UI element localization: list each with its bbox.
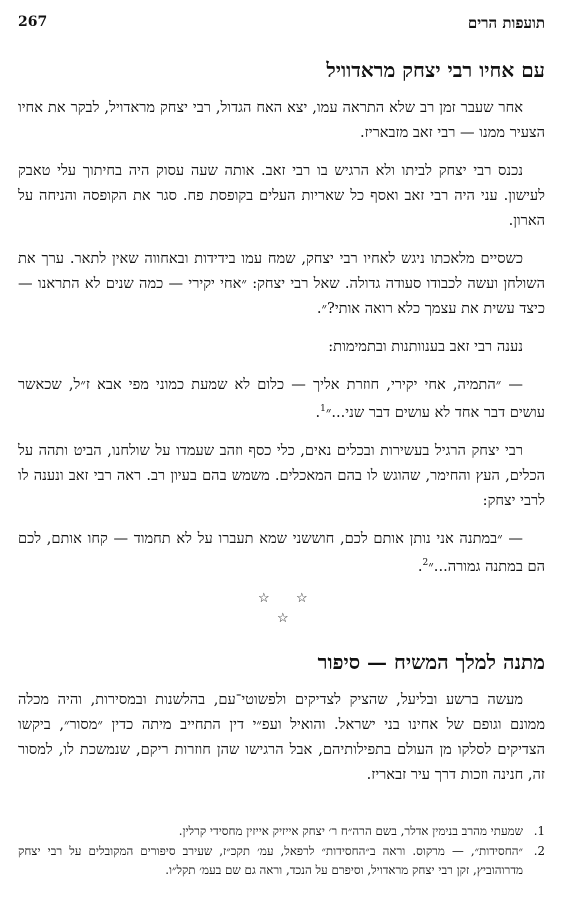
paragraph-text: — ״התמיה, אחי יקירי, חוזרת אליך — כלום לא שמעת כמוני מפי אבא ז״ל, שכאשר עושים דבר אחד לא עושים דבר שני...״	[18, 376, 545, 421]
paragraph: מעשה ברשע ובליעל, שהציק לצדיקים ולפשוטי־עם, בהלשנות ובמסירות, והיה מכלה ממונם וגופם של אחינו בני ישראל. והואיל ועפ״י דין התחייב מיתה כדין ״מסור״, ביקשו הצדיקים לסלקו מן העולם בתפילותיהם, אבל הרגישו שהן חוזרות ריקם, שנמשכת לו, למסור זה, חנינה וזכות דרך עיר זבאריז.	[18, 690, 545, 783]
footnote	[18, 822, 545, 841]
dialogue-paragraph: — ״במתנה אני נותן אותם לכם, חוששני שמא תעברו על לא תחמוד — קחו אותם, לכם הם במתנה גמורה...״$^2$.	[18, 529, 545, 575]
section-divider	[18, 592, 545, 636]
star-icon: ☆	[296, 590, 308, 606]
page-number: 267	[18, 14, 48, 30]
dialogue-paragraph: — ״התמיה, אחי יקירי, חוזרת אליך — כלום לא שמעת כמוני מפי אבא ז״ל, שכאשר עושים דבר אחד לא עושים דבר שני...״$^1$.	[18, 376, 545, 421]
footnote-text: ״החסידות״, — מרקוס. וראה ב״החסידות״ לרפאל, עמ׳ תקכ״ז, שעירב סיפורים המקובלים על רבי יצחק מדרוהוביץ, זקן רבי יצחק מראדויל, וסיפרם על הנכד, וראה גם שם בעמ׳ תקל״ו.	[18, 844, 523, 877]
paragraph: אחר שעבר זמן רב שלא התראה עמו, יצא האח הגדול, רבי יצחק מראדויל, לבקר את אחיו הצעיר ממנו — רבי זאב מזבאריז.	[18, 99, 545, 141]
footnote-number: 1.	[533, 824, 545, 838]
section-title: עם אחיו רבי יצחק מראדוויל	[326, 58, 545, 82]
paragraph: נענה רבי זאב בענוותנות ובתמימות:	[328, 338, 523, 355]
paragraph: כשסיים מלאכתו ניגש לאחיו רבי יצחק, שמח עמו בידידות ובאחווה שאין לתאר. ערך את השולחן ועשה לכבודו סעודה גדולה. שאל רבי יצחק: ״אחי יקירי — כמה שנים לא התראנו — כיצד עשית את עצמך כלא רואה אותי?״.	[18, 250, 545, 317]
page-body	[18, 58, 545, 800]
star-icon: ☆	[277, 610, 289, 626]
footnote-text: שמעתי מהרב בנימין אדלר, בשם הרה״ח ר׳ יצחק אייזיק אייזין מחסידי קרלין.	[178, 824, 523, 838]
footnote-number: 2.	[533, 844, 545, 858]
footnote-ref: 2	[422, 557, 429, 568]
section-title: מתנה למלך המשיח — סיפור	[317, 649, 545, 674]
footnotes	[18, 822, 545, 881]
running-title: תועפות הרים	[467, 14, 545, 32]
paragraph: נכנס רבי יצחק לביתו ולא הרגיש בו רבי זאב. אותה שעה עסוק היה בחיתוך עלי טאבק לעישון. עני היה רבי זאב ואסף כל שאריות העלים בקופסת פח. סגר את הקופסה והניחה על הארון.	[18, 162, 545, 229]
paragraph-text: — ״במתנה אני נותן אותם לכם, חוששני שמא תעברו על לא תחמוד — קחו אותם, לכם הם במתנה גמורה...״	[18, 529, 545, 575]
footnote-ref: 1	[320, 404, 326, 414]
star-icon: ☆	[258, 590, 270, 606]
paragraph: רבי יצחק הרגיל בעשירות ובכלים נאים, כלי כסף וזהב שעמדו על שולחנו, הביט ותהה על הכלים, העץ והחימר, שהוגש לו בהם המאכלים. משמש בהם בעיון רב. ראה רבי זאב ונענה לו לרבי יצחק:	[18, 441, 545, 509]
footnote	[18, 842, 545, 880]
running-header	[18, 14, 545, 34]
